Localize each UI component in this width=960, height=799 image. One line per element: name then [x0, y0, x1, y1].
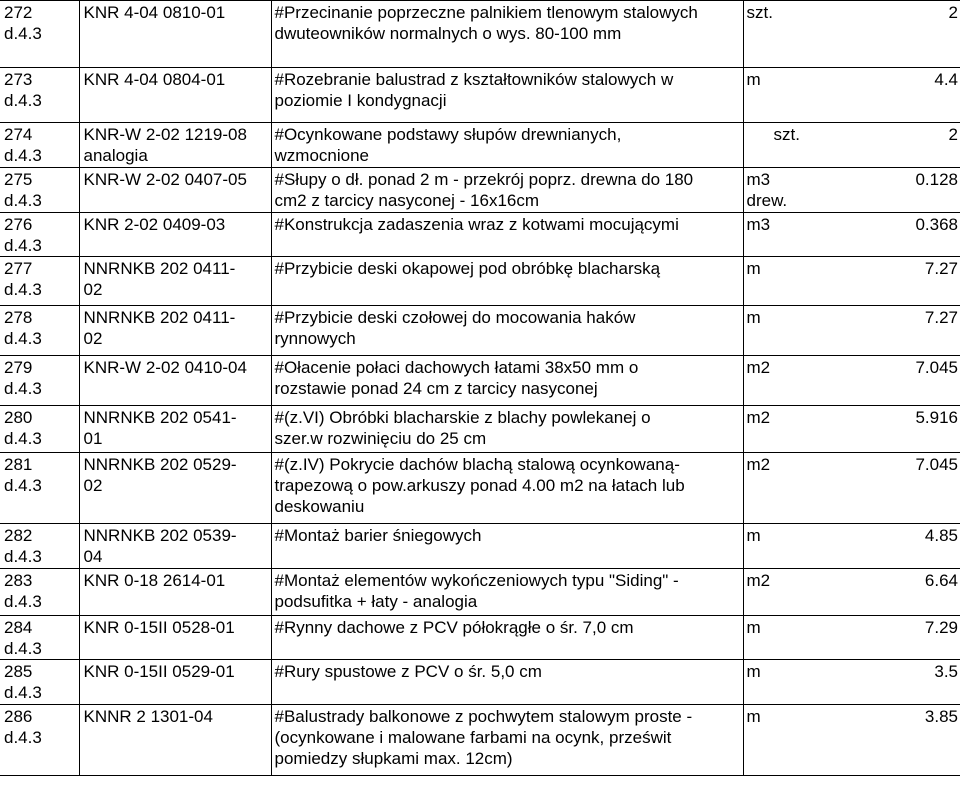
- catalog-code-cell: KNR-W 2-02 0410-04: [79, 356, 271, 406]
- row-number-cell: 272 d.4.3: [0, 1, 79, 68]
- quantity-cell: 7.045: [803, 356, 960, 406]
- table-row: [0, 1, 960, 68]
- table-row: [0, 168, 960, 213]
- unit-cell: m: [743, 524, 803, 569]
- unit-cell: m3 drew.: [743, 168, 803, 213]
- description-cell: #Rynny dachowe z PCV półokrągłe o śr. 7,0 cm: [271, 616, 743, 660]
- quantity-cell: 3.85: [803, 705, 960, 776]
- unit-cell: m: [743, 257, 803, 306]
- catalog-code-cell: KNR 0-15II 0528-01: [79, 616, 271, 660]
- row-number-cell: 273 d.4.3: [0, 68, 79, 123]
- catalog-code-cell: NNRNKB 202 0411- 02: [79, 257, 271, 306]
- unit-cell: m: [743, 306, 803, 356]
- catalog-code-cell: KNR 4-04 0804-01: [79, 68, 271, 123]
- unit-cell: m2: [743, 453, 803, 524]
- table-row: [0, 257, 960, 306]
- catalog-code-cell: KNR-W 2-02 1219-08 analogia: [79, 123, 271, 168]
- description-cell: #Przecinanie poprzeczne palnikiem tlenowym stalowych dwuteowników normalnych o wys. 80-100 mm: [271, 1, 743, 68]
- unit-cell: m2: [743, 356, 803, 406]
- table-row: [0, 356, 960, 406]
- unit-cell: m2: [743, 569, 803, 616]
- quantity-cell: 3.5: [803, 660, 960, 705]
- row-number-cell: 277 d.4.3: [0, 257, 79, 306]
- catalog-code-cell: NNRNKB 202 0529- 02: [79, 453, 271, 524]
- row-number-cell: 285 d.4.3: [0, 660, 79, 705]
- catalog-code-cell: NNRNKB 202 0411- 02: [79, 306, 271, 356]
- row-number-cell: 280 d.4.3: [0, 406, 79, 453]
- unit-cell: m2: [743, 406, 803, 453]
- quantity-cell: 2: [803, 123, 960, 168]
- unit-cell: szt.: [743, 1, 803, 68]
- description-cell: #Rozebranie balustrad z kształtowników stalowych w poziomie I kondygnacji: [271, 68, 743, 123]
- unit-cell: m: [743, 660, 803, 705]
- description-cell: #Rury spustowe z PCV o śr. 5,0 cm: [271, 660, 743, 705]
- quantity-cell: 0.368: [803, 213, 960, 257]
- description-cell: #(z.VI) Obróbki blacharskie z blachy powlekanej o szer.w rozwinięciu do 25 cm: [271, 406, 743, 453]
- catalog-code-cell: KNR 0-15II 0529-01: [79, 660, 271, 705]
- table-row: [0, 616, 960, 660]
- quantity-cell: 7.29: [803, 616, 960, 660]
- row-number-cell: 274 d.4.3: [0, 123, 79, 168]
- row-number-cell: 286 d.4.3: [0, 705, 79, 776]
- catalog-code-cell: NNRNKB 202 0541- 01: [79, 406, 271, 453]
- quantity-cell: 0.128: [803, 168, 960, 213]
- table-row: [0, 524, 960, 569]
- catalog-code-cell: KNR-W 2-02 0407-05: [79, 168, 271, 213]
- row-number-cell: 284 d.4.3: [0, 616, 79, 660]
- row-number-cell: 281 d.4.3: [0, 453, 79, 524]
- unit-cell: m: [743, 616, 803, 660]
- row-number-cell: 275 d.4.3: [0, 168, 79, 213]
- description-cell: #Słupy o dł. ponad 2 m - przekrój poprz. drewna do 180 cm2 z tarcicy nasyconej - 16x16cm: [271, 168, 743, 213]
- quantity-cell: 7.045: [803, 453, 960, 524]
- catalog-code-cell: NNRNKB 202 0539- 04: [79, 524, 271, 569]
- description-cell: #Ołacenie połaci dachowych łatami 38x50 mm o rozstawie ponad 24 cm z tarcicy nasyconej: [271, 356, 743, 406]
- quantity-cell: 7.27: [803, 306, 960, 356]
- description-cell: #Przybicie deski okapowej pod obróbkę blacharską: [271, 257, 743, 306]
- description-cell: #(z.IV) Pokrycie dachów blachą stalową ocynkowaną- trapezową o pow.arkuszy ponad 4.00 m2 na łatach lub deskowaniu: [271, 453, 743, 524]
- quantity-cell: 4.85: [803, 524, 960, 569]
- quantity-cell: 5.916: [803, 406, 960, 453]
- row-number-cell: 278 d.4.3: [0, 306, 79, 356]
- catalog-code-cell: KNR 4-04 0810-01: [79, 1, 271, 68]
- description-cell: #Balustrady balkonowe z pochwytem stalowym proste - (ocynkowane i malowane farbami na ocynk, prześwit pomiedzy słupkami max. 12cm): [271, 705, 743, 776]
- table-row: [0, 569, 960, 616]
- table-row: [0, 453, 960, 524]
- description-cell: #Konstrukcja zadaszenia wraz z kotwami mocującymi: [271, 213, 743, 257]
- row-number-cell: 282 d.4.3: [0, 524, 79, 569]
- description-cell: #Przybicie deski czołowej do mocowania haków rynnowych: [271, 306, 743, 356]
- description-cell: #Montaż barier śniegowych: [271, 524, 743, 569]
- quantity-cell: 7.27: [803, 257, 960, 306]
- table-row: [0, 68, 960, 123]
- unit-cell: szt.: [743, 123, 803, 168]
- quantity-cell: 6.64: [803, 569, 960, 616]
- quantity-cell: 2: [803, 1, 960, 68]
- catalog-code-cell: KNR 2-02 0409-03: [79, 213, 271, 257]
- row-number-cell: 283 d.4.3: [0, 569, 79, 616]
- table-row: [0, 306, 960, 356]
- description-cell: #Ocynkowane podstawy słupów drewnianych, wzmocnione: [271, 123, 743, 168]
- description-cell: #Montaż elementów wykończeniowych typu "Siding" - podsufitka + łaty - analogia: [271, 569, 743, 616]
- row-number-cell: 279 d.4.3: [0, 356, 79, 406]
- unit-cell: m3: [743, 213, 803, 257]
- unit-cell: m: [743, 705, 803, 776]
- table-row: [0, 123, 960, 168]
- table-row: [0, 213, 960, 257]
- table-row: [0, 406, 960, 453]
- unit-cell: m: [743, 68, 803, 123]
- quantity-cell: 4.4: [803, 68, 960, 123]
- row-number-cell: 276 d.4.3: [0, 213, 79, 257]
- table-row: [0, 705, 960, 776]
- catalog-code-cell: KNR 0-18 2614-01: [79, 569, 271, 616]
- table-row: [0, 660, 960, 705]
- catalog-code-cell: KNNR 2 1301-04: [79, 705, 271, 776]
- table-body: [0, 1, 960, 776]
